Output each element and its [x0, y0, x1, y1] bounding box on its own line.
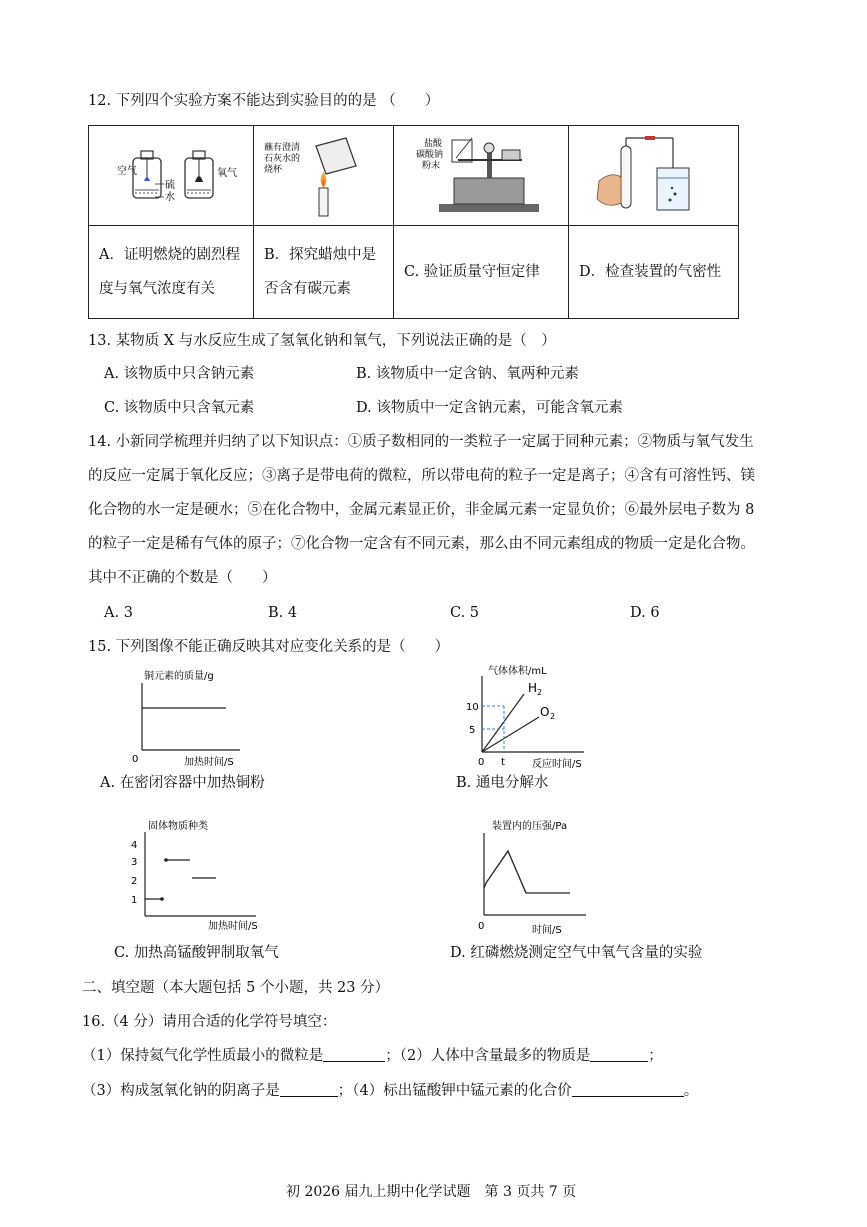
q15-caption-b: B. 通电分解水 [456, 775, 549, 791]
q14-line-4: 的粒子一定是稀有气体的原子；⑦化合物一定含有不同元素，那么由不同元素组成的物质一定是化合物。 [88, 536, 755, 552]
svg-text:4: 4 [131, 840, 138, 851]
q15-caption-d: D. 红磷燃烧测定空气中氧气含量的实验 [450, 945, 703, 961]
q15-graph-d [474, 815, 604, 937]
svg-text:10: 10 [466, 702, 479, 713]
graph-b-xlabel: 反应时间/S [532, 759, 582, 770]
q13-option-b: B. 该物质中一定含钠、氧两种元素 [356, 366, 579, 382]
svg-text:蘸有澄清: 蘸有澄清 [264, 143, 301, 153]
q14-line-2: 的反应一定属于氧化反应；③离子是带电荷的微粒，所以带电荷的粒子一定是离子；④含有可溶性钙、镁 [88, 468, 755, 484]
svg-text:0: 0 [478, 757, 485, 768]
page-footer: 初 2026 届九上期中化学试题 第 3 页共 7 页 [286, 1184, 577, 1200]
answer-blank-2[interactable] [590, 1047, 648, 1062]
svg-text:粉末: 粉末 [422, 161, 441, 171]
q16-line-1: （1）保持氦气化学性质最小的微粒是 ；（2）人体中含量最多的物质是 ； [82, 1048, 663, 1064]
q12-option-c: C. 验证质量守恒定律 [394, 226, 569, 319]
graph-a-xlabel: 加热时间/S [184, 757, 234, 768]
q12-option-d: D．检查装置的气密性 [569, 226, 739, 319]
answer-blank-3[interactable] [280, 1082, 338, 1097]
water-label: 水 [165, 192, 175, 203]
q12-option-b: B．探究蜡烛中是 否含有碳元素 [254, 226, 394, 319]
svg-text:盐酸: 盐酸 [424, 139, 443, 149]
graph-d-ylabel: 装置内的压强/Pa [492, 821, 568, 832]
svg-text:0: 0 [132, 754, 139, 765]
svg-text:0: 0 [478, 921, 485, 932]
svg-text:2: 2 [537, 688, 543, 697]
sulfur-label: 硫 [165, 180, 175, 191]
graph-d-xlabel: 时间/S [532, 925, 562, 936]
q14-line-5: 其中不正确的个数是（ ） [88, 570, 277, 586]
q12-figure-d [569, 126, 739, 226]
q12-figure-c [394, 126, 569, 226]
air-label: 空气 [117, 166, 137, 177]
q14-option-c: C. 5 [450, 605, 480, 621]
q15-graph-c [126, 818, 266, 933]
svg-text:3: 3 [131, 857, 138, 868]
q14-option-b: B. 4 [268, 605, 298, 621]
q13-option-a: A. 该物质中只含钠元素 [104, 366, 255, 382]
svg-text:烧杯: 烧杯 [264, 165, 283, 175]
q12-table [88, 125, 739, 319]
answer-blank-4[interactable] [572, 1082, 684, 1097]
q13-stem: 13. 某物质 X 与水反应生成了氢氧化钠和氧气，下列说法正确的是（ ） [88, 333, 556, 349]
svg-text:O: O [540, 705, 550, 719]
section-2-heading: 二、填空题（本大题包括 5 个小题，共 23 分） [82, 980, 390, 996]
svg-text:H: H [528, 681, 538, 695]
q14-option-d: D. 6 [630, 605, 660, 621]
svg-text:t: t [501, 757, 505, 768]
graph-a-ylabel: 铜元素的质量/g [144, 671, 214, 682]
q12-option-a: A．证明燃烧的剧烈程 度与氧气浓度有关 [89, 226, 254, 319]
q14-line-1: 14. 小新同学梳理并归纳了以下知识点：①质子数相同的一类粒子一定属于同种元素；②物质与氧气发生 [88, 434, 754, 450]
q13-option-d: D. 该物质中一定含钠元素，可能含氧元素 [356, 400, 623, 416]
q13-option-c: C. 该物质中只含氧元素 [104, 400, 255, 416]
oxygen-label: 氧气 [217, 168, 237, 179]
q15-graph-b [462, 660, 597, 772]
q15-caption-c: C. 加热高锰酸钾制取氧气 [114, 945, 279, 961]
q12-figure-a [89, 126, 254, 226]
svg-text:2: 2 [550, 712, 556, 721]
svg-text:5: 5 [469, 725, 476, 736]
answer-blank-1[interactable] [323, 1047, 385, 1062]
q14-line-3: 化合物的水一定是硬水；⑤在化合物中，金属元素显正价，非金属元素一定显负价；⑥最外层电子数为 8 [88, 502, 755, 518]
svg-text:石灰水的: 石灰水的 [264, 154, 301, 164]
q15-caption-a: A. 在密闭容器中加热铜粉 [100, 775, 265, 791]
svg-text:碳酸钠: 碳酸钠 [416, 150, 444, 160]
svg-text:2: 2 [131, 876, 138, 887]
graph-c-ylabel: 固体物质种类 [148, 821, 208, 832]
q12-figure-b [254, 126, 394, 226]
q16-line-2: （3）构成氢氧化钠的阴离子是 ；（4）标出锰酸钾中锰元素的化合价 。 [82, 1083, 699, 1099]
q12-stem: 12. 下列四个实验方案不能达到实验目的的是 （ ） [88, 93, 440, 109]
graph-b-ylabel: 气体体积/mL [488, 666, 547, 677]
svg-text:1: 1 [131, 895, 138, 906]
q16-stem: 16.（4 分）请用合适的化学符号填空： [82, 1014, 337, 1030]
graph-c-xlabel: 加热时间/S [208, 921, 258, 932]
q15-graph-a [128, 665, 258, 770]
q14-option-a: A. 3 [104, 605, 133, 621]
q15-stem: 15. 下列图像不能正确反映其对应变化关系的是（ ） [88, 639, 450, 655]
